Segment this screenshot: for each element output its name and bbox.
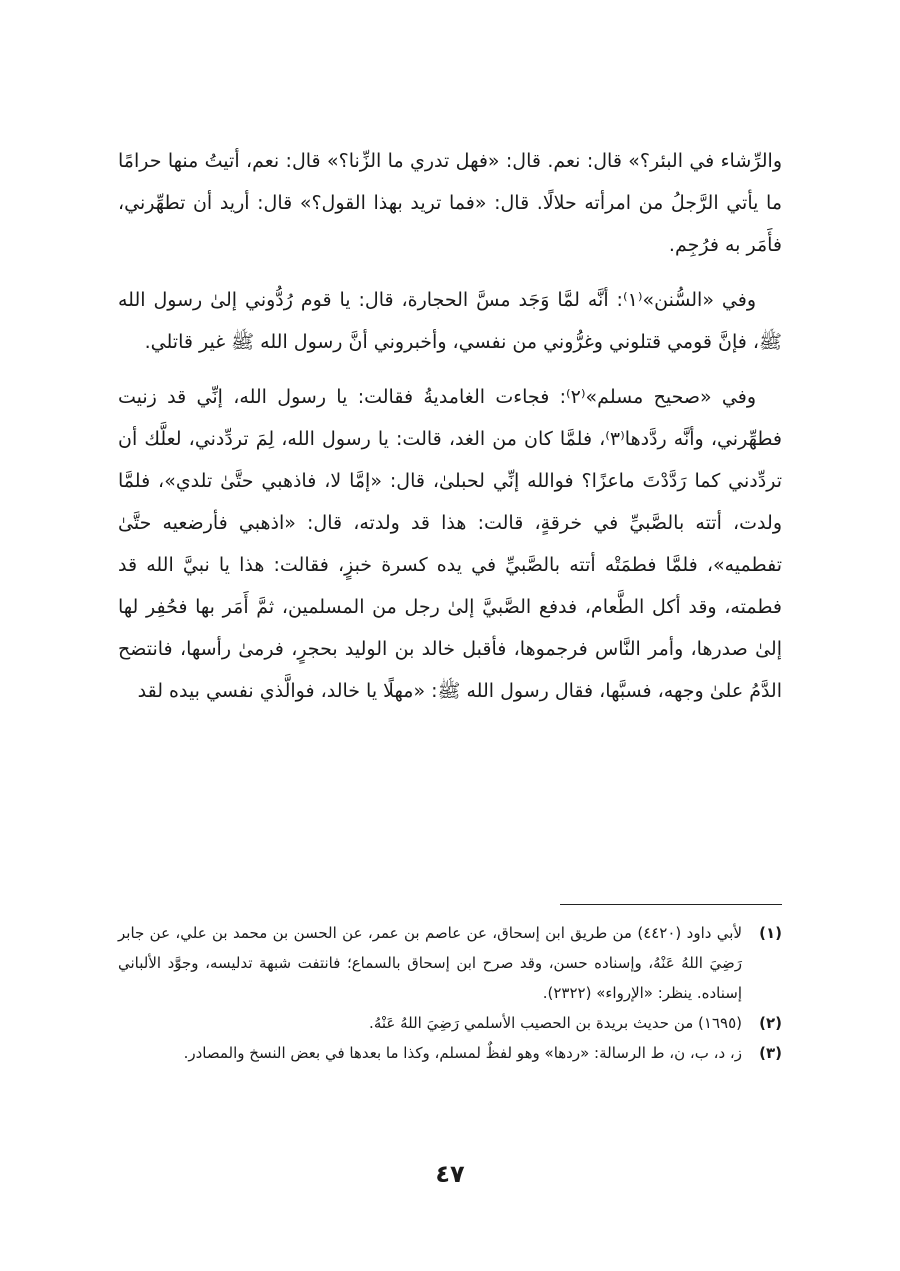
- footnote-separator: [560, 904, 782, 905]
- footnote-number: (٣): [759, 1044, 782, 1062]
- footnote-text: لأبي داود (٤٤٢٠) من طريق ابن إسحاق، عن عاصم بن عمر، عن الحسن بن محمد بن علي، عن جابر رَضِيَ اللهُ عَنْهُ، وإسناده حسن، وقد صرح ابن إسحاق بالسماع؛ فانتفت شبهة تدليسه، وجوَّد الألباني إسناده. ينظر: «الإرواء» (٢٣٢٢).: [118, 924, 743, 1002]
- page-number: ٤٧: [435, 1160, 465, 1188]
- footnote-1: [118, 918, 782, 1008]
- footnote-number: (١): [759, 924, 782, 942]
- footnote-text: (١٦٩٥) من حديث بريدة بن الحصيب الأسلمي رَضِيَ اللهُ عَنْهُ.: [369, 1014, 742, 1032]
- paragraph-3: وفي «صحيح مسلم»⁽٢⁾: فجاءت الغامديةُ فقالت: يا رسول الله، إنِّي قد زنيت فطهِّرني، وأنَّه ردَّدها⁽٣⁾، فلمَّا كان من الغد، قالت: يا رسول الله، لِمَ تردِّدني، لعلَّك أن تردِّدني كما رَدَّدْتَ ماعزًا؟ فوالله إنِّي لحبلىٰ، قال: «إمَّا لا، فاذهبي حتَّىٰ تلدي»، فلمَّا ولدت، أتته بالصَّبيِّ في خرقةٍ، قالت: هذا قد ولدته، قال: «اذهبي فأرضعيه حتَّىٰ تفطميه»، فلمَّا فطمَتْه أتته بالصَّبيِّ في يده كسرة خبزٍ، فقالت: هذا يا نبيَّ الله قد فطمته، وقد أكل الطَّعام، فدفع الصَّبيَّ إلىٰ رجل من المسلمين، ثمَّ أَمَر بها فحُفِر لها إلىٰ صدرها، وأمر النَّاس فرجموها، فأقبل خالد بن الوليد بحجرٍ، فرمىٰ رأسها، فانتضح الدَّمُ علىٰ وجهه، فسبَّها، فقال رسول الله ﷺ: «مهلًا يا خالد، فوالَّذي نفسي بيده لقد: [118, 386, 782, 702]
- paragraph-2: وفي «السُّنن»⁽١⁾: أنَّه لمَّا وَجَد مسَّ الحجارة، قال: يا قوم رُدُّوني إلىٰ رسول الله ﷺ، فإنَّ قومي قتلوني وغرُّوني من نفسي، وأخبروني أنَّ رسول الله ﷺ غير قاتلي.: [118, 289, 782, 353]
- footnotes: [118, 918, 782, 1068]
- main-text: [118, 140, 782, 725]
- footnote-number: (٢): [759, 1014, 782, 1032]
- footnote-3: [118, 1038, 782, 1068]
- paragraph-1: والرِّشاء في البئر؟» قال: نعم. قال: «فهل تدري ما الزِّنا؟» قال: نعم، أتيتُ منها حرامًا ما يأتي الرَّجلُ من امرأته حلالًا. قال: «فما تريد بهذا القول؟» قال: أريد أن تطهِّرني، فأَمَر به فرُجِم.: [118, 150, 782, 256]
- footnote-text: ز، د، ب، ن، ط الرسالة: «ردها» وهو لفظٌ لمسلم، وكذا ما بعدها في بعض النسخ والمصادر.: [183, 1044, 742, 1062]
- footnote-2: [118, 1008, 782, 1038]
